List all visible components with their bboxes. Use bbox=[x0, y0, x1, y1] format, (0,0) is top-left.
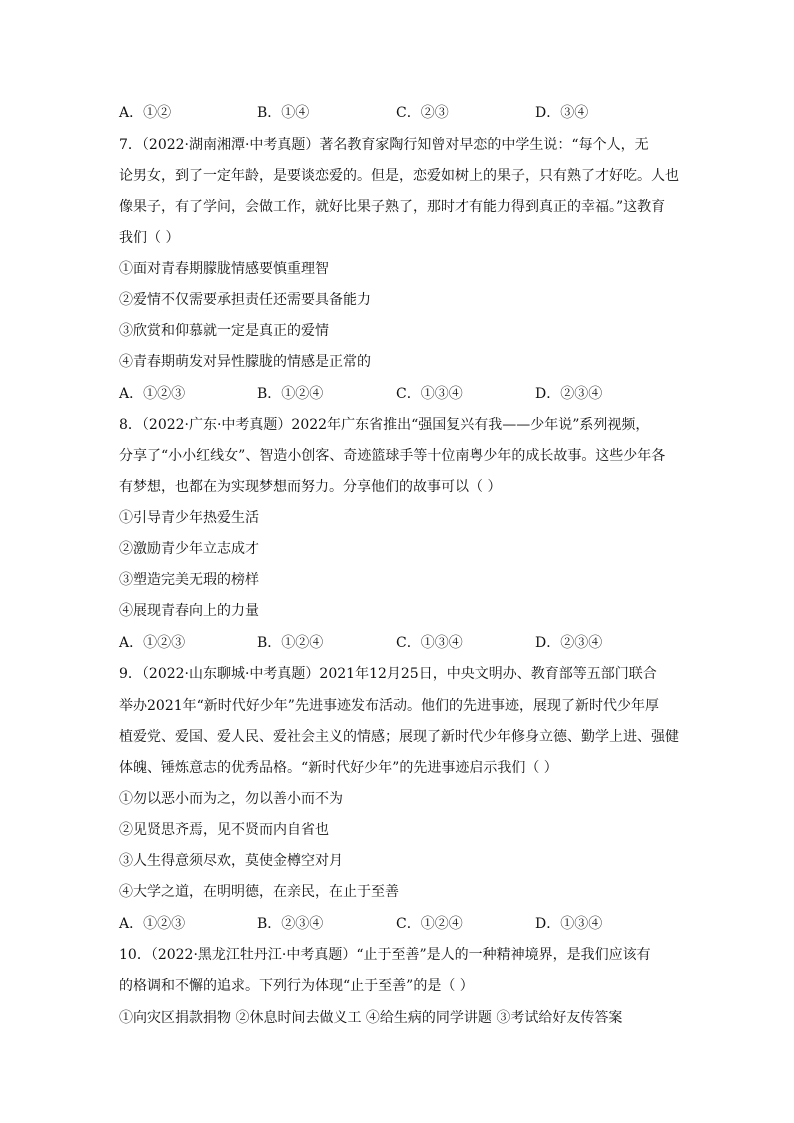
option-c: C．①③④ bbox=[396, 635, 463, 651]
q7-item: ②爱情不仅需要承担责任还需要具备能力 bbox=[119, 292, 371, 308]
q9-item: ②见贤思齐焉，见不贤而内自省也 bbox=[119, 822, 329, 838]
q7-item: ①面对青春期朦胧情感要慎重理智 bbox=[119, 261, 329, 277]
option-c: C．①②④ bbox=[396, 916, 463, 932]
q10-stem-line: 10．（2022·黑龙江牡丹江·中考真题）“止于至善”是人的一种精神境界，是我们应该有 bbox=[119, 947, 651, 963]
option-a: A．①②③ bbox=[119, 916, 186, 932]
option-b: B．②③④ bbox=[257, 916, 324, 932]
q8-item: ②激励青少年立志成才 bbox=[119, 541, 259, 557]
q7-stem-line: 我们（ ） bbox=[119, 230, 180, 246]
q8-stem-line: 8．（2022·广东·中考真题）2022年广东省推出“强国复兴有我——少年说”系列视频， bbox=[119, 417, 650, 433]
option-a: A．①② bbox=[119, 105, 172, 121]
q9-item: ③人生得意须尽欢，莫使金樽空对月 bbox=[119, 853, 343, 869]
q7-options bbox=[119, 385, 679, 403]
option-a: A．①②③ bbox=[119, 386, 186, 402]
q6-options bbox=[119, 104, 679, 122]
q8-stem-line: 有梦想，也都在为实现梦想而努力。分享他们的故事可以（ ） bbox=[119, 479, 502, 495]
q10-stem-line: 的格调和不懈的追求。下列行为体现“止于至善”的是（ ） bbox=[119, 978, 474, 994]
q7-stem-line: 像果子，有了学问，会做工作，就好比果子熟了，那时才有能力得到真正的幸福。”这教育 bbox=[119, 199, 666, 215]
q9-stem-line: 举办2021年“新时代好少年”先进事迹发布活动。他们的先进事迹，展现了新时代少年厚 bbox=[119, 698, 659, 714]
option-d: D．③④ bbox=[535, 105, 589, 121]
q7-stem-line: 论男女，到了一定年龄，是要谈恋爱的。但是，恋爱如树上的果子，只有熟了才好吃。人也 bbox=[119, 168, 679, 184]
q9-stem-line: 9．（2022·山东聊城·中考真题）2021年12月25日，中央文明办、教育部等五部门联合 bbox=[119, 666, 657, 682]
option-c: C．①③④ bbox=[396, 386, 463, 402]
q8-stem-line: 分享了“小小红线女”、智造小创客、奇迹篮球手等十位南粤少年的成长故事。这些少年各 bbox=[119, 448, 666, 464]
q10-items-line: ①向灾区捐款捐物 ②休息时间去做义工 ④给生病的同学讲题 ③考试给好友传答案 bbox=[119, 1010, 623, 1026]
option-d: D．②③④ bbox=[535, 386, 603, 402]
option-a: A．①②③ bbox=[119, 635, 186, 651]
option-d: D．②③④ bbox=[535, 635, 603, 651]
q9-item: ④大学之道，在明明德，在亲民，在止于至善 bbox=[119, 884, 399, 900]
q9-stem-line: 植爱党、爱国、爱人民、爱社会主义的情感；展现了新时代少年修身立德、勤学上进、强健 bbox=[119, 729, 679, 745]
q7-item: ③欣赏和仰慕就一定是真正的爱情 bbox=[119, 323, 329, 339]
option-b: B．①②④ bbox=[257, 635, 324, 651]
q8-item: ③塑造完美无瑕的榜样 bbox=[119, 572, 259, 588]
option-c: C．②③ bbox=[396, 105, 449, 121]
q9-stem-line: 体魄、锤炼意志的优秀品格。“新时代好少年”的先进事迹启示我们（ ） bbox=[119, 760, 558, 776]
q9-item: ①勿以恶小而为之，勿以善小而不为 bbox=[119, 791, 343, 807]
option-b: B．①④ bbox=[257, 105, 310, 121]
q8-item: ①引导青少年热爱生活 bbox=[119, 510, 259, 526]
q7-stem-line: 7．（2022·湖南湘潭·中考真题）著名教育家陶行知曾对早恋的中学生说：“每个人，无 bbox=[119, 137, 649, 153]
option-d: D．①③④ bbox=[535, 916, 603, 932]
q7-item: ④青春期萌发对异性朦胧的情感是正常的 bbox=[119, 354, 371, 370]
q9-options bbox=[119, 915, 679, 933]
q8-item: ④展现青春向上的力量 bbox=[119, 603, 259, 619]
q8-options bbox=[119, 634, 679, 652]
option-b: B．①②④ bbox=[257, 386, 324, 402]
